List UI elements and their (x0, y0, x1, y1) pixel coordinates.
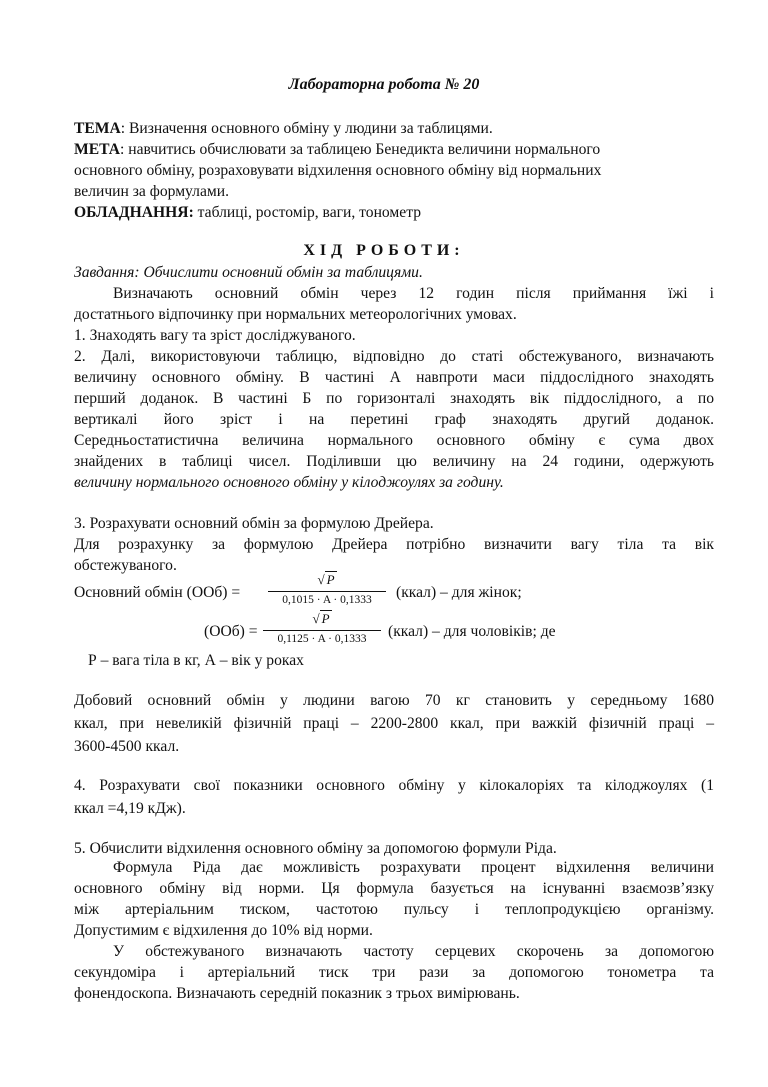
step-5-line-1: 5. Обчислити відхилення основного обміну за допомогою формули Ріда. (74, 840, 557, 857)
step-5-line-2: Формула Ріда дає можливість розрахувати процент відхилення величини (113, 859, 714, 876)
formula-2-denominator: 0,1125 · A · 0,1333 (277, 633, 367, 645)
equipment-label: ОБЛАДНАННЯ: (74, 204, 194, 221)
daily-line-1: Добовий основний обмін у людини вагою 70 кг становить у середньому 1680 (74, 692, 714, 709)
topic-text: : Визначення основного обміну у людини за таблицями. (120, 120, 493, 137)
daily-line-2: ккал, при невеликій фізичній праці – 2200-2800 ккал, при важкій фізичній праці – (74, 715, 714, 732)
intro-line-2: достатнього відпочинку при нормальних метеорологічних умовах. (74, 306, 517, 323)
goal-line (74, 139, 600, 160)
task-line: Завдання: Обчислити основний обмін за таблицями. (74, 264, 423, 281)
topic-line (74, 118, 493, 139)
formula-2-bar (263, 630, 381, 631)
step-5-line-3: основного обміну від норми. Ця формула базується на існуванні взаємозв’язку (74, 880, 714, 897)
formula-2-prefix: (ООб) = (204, 623, 258, 640)
daily-line-3: 3600-4500 ккал. (74, 738, 180, 755)
step-2-line-3: перший доданок. В частині Б по горизонталі знаходять вік піддослідного, а по (74, 390, 714, 407)
intro-line-1: Визначають основний обмін через 12 годин після приймання їжі і (113, 285, 714, 302)
goal-text-2: основного обміну, розраховувати відхилення основного обміну від нормальних (74, 162, 602, 179)
step-5-line-6: У обстежуваного визначають частоту серцевих скорочень за допомогою (113, 943, 714, 960)
topic-label: ТЕМА (74, 120, 121, 137)
step-5-line-7: секундоміра і артеріальний тиск три рази за допомогою тонометра та (74, 964, 714, 981)
goal-text-3: величин за формулами. (74, 183, 229, 200)
formula-2-numerator: √ P (312, 611, 330, 626)
step-3-line-1: 3. Розрахувати основний обмін за формулою Дрейера. (74, 515, 434, 532)
page-title: Лабораторна робота № 20 (288, 76, 480, 93)
step-2-line-6: знайдених в таблиці чисел. Поділивши цю величину на 24 години, одержують (74, 453, 714, 470)
step-2-line-1: 2. Далі, використовуючи таблицю, відповідно до статі обстежуваного, визначають (74, 348, 714, 365)
equipment-text: таблиці, ростомір, ваги, тонометр (193, 204, 422, 221)
step-2-line-7: величину нормального основного обміну у кілоджоулях за годину. (74, 474, 504, 491)
step-3-line-3: обстежуваного. (74, 557, 177, 574)
equipment-line (74, 202, 421, 223)
formula-2-suffix: (ккал) – для чоловіків; де (388, 623, 556, 640)
formula-1-fraction (268, 572, 386, 614)
step-5-line-4: між артеріальним тиском, частотою пульсу і теплопродукцією організму. (74, 901, 714, 918)
formula-1-denominator: 0,1015 · A · 0,1333 (282, 594, 372, 606)
step-3-line-2: Для розрахунку за формулою Дрейера потрібно визначити вагу тіла та вік (74, 536, 714, 553)
step-4-line-2: ккал =4,19 кДж). (74, 800, 186, 817)
goal-label: МЕТА (74, 141, 121, 158)
step-2-line-5: Середньостатистична величина нормального основного обміну є сума двох (74, 432, 714, 449)
formula-1-suffix: (ккал) – для жінок; (396, 584, 522, 601)
procedure-heading: ХІД РОБОТИ: (303, 242, 465, 259)
step-5-line-8: фонендоскопа. Визначають середній показник з трьох вимірювань. (74, 985, 520, 1002)
step-5-line-5: Допустимим є відхилення до 10% від норми. (74, 922, 373, 939)
goal-text-1: : навчитись обчислювати за таблицею Бенедикта величини нормального (120, 141, 601, 158)
formula-legend: Р – вага тіла в кг, А – вік у роках (88, 652, 304, 669)
step-2-line-2: величину основного обміну. В частині А навпроти маси піддослідного знаходять (74, 369, 714, 386)
step-2-line-4: вертикалі його зріст і на перетині граф знаходять другий доданок. (74, 411, 714, 428)
formula-1-numerator: √ P (317, 572, 335, 587)
formula-2-fraction (263, 611, 381, 653)
formula-1-prefix: Основний обмін (ООб) = (74, 584, 241, 601)
formula-1-bar (268, 591, 386, 592)
step-4-line-1: 4. Розрахувати свої показники основного обміну у кілокалоріях та кілоджоулях (1 (74, 777, 714, 794)
step-1: 1. Знаходять вагу та зріст досліджуваного. (74, 327, 356, 344)
